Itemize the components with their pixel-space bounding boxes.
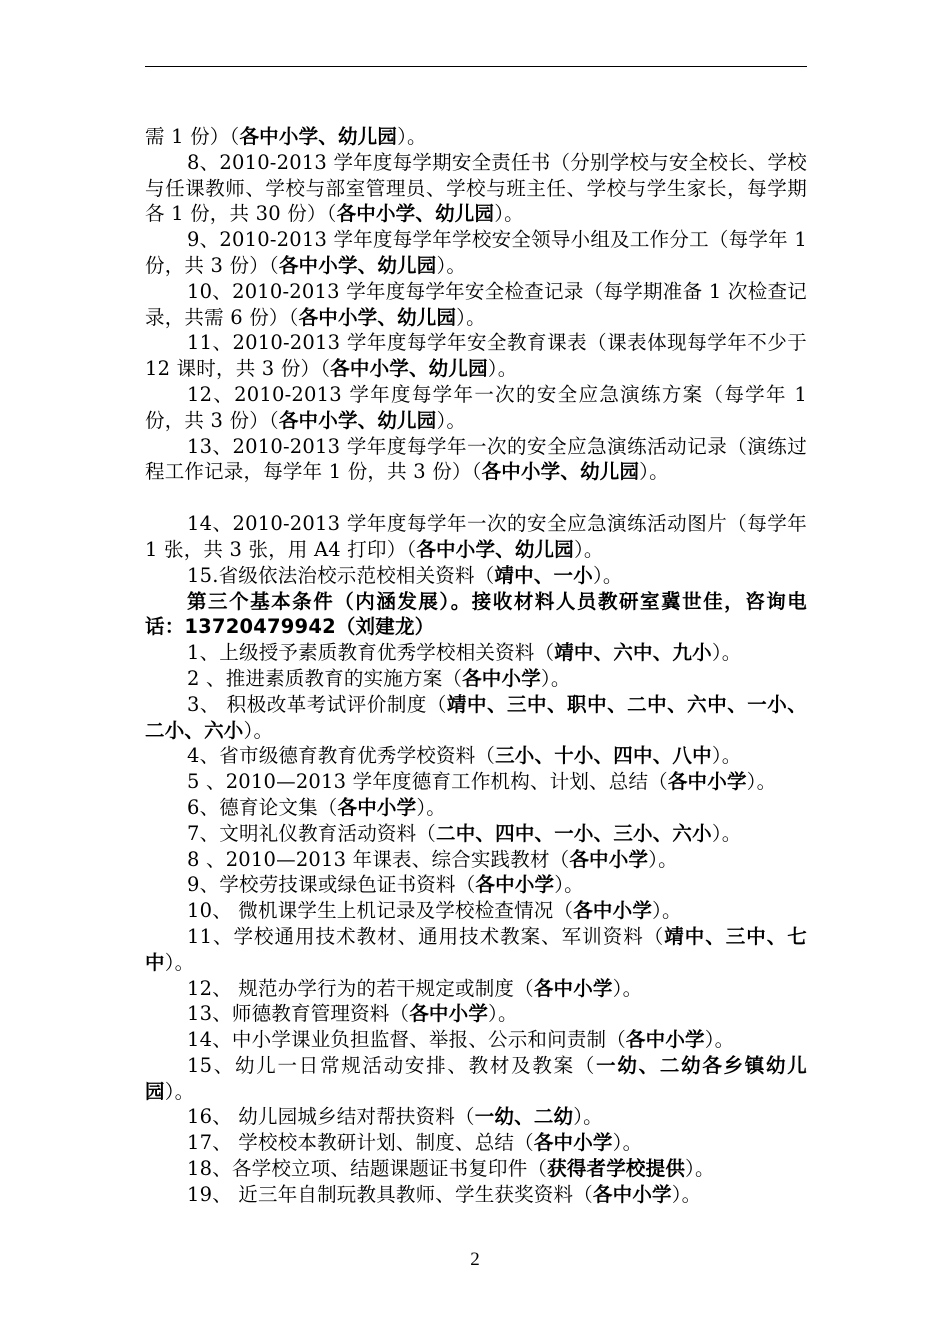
text-run: 3、 积极改革考试评价制度（: [187, 692, 447, 716]
text-run: ）。: [573, 537, 604, 561]
bold-text: 各中小学: [625, 1028, 705, 1052]
bold-text: 二中、四中、一小、三小、六小: [436, 821, 712, 845]
paragraph: [145, 666, 807, 692]
paragraph: [145, 1182, 807, 1208]
bold-text: 各中小学: [592, 1182, 672, 1206]
paragraph: [145, 821, 807, 847]
bold-text: 各中小学、幼儿园: [239, 125, 398, 148]
paragraph: [145, 743, 807, 769]
text-run: 18、各学校立项、结题课题证书复印件（: [187, 1157, 548, 1181]
paragraph: [145, 640, 807, 666]
text-run: ）。: [456, 305, 486, 329]
text-run: ）。: [704, 1028, 735, 1052]
paragraph: [145, 511, 807, 563]
bold-text: 各中小学: [409, 1002, 489, 1026]
bold-text: 各中小学、幼儿园: [278, 253, 437, 277]
text-run: 13、师德教育管理资料（: [187, 1002, 410, 1026]
text-run: 15、幼儿一日常规活动安排、教材及教案（: [187, 1053, 597, 1077]
paragraph: [145, 1104, 807, 1130]
header-rule: [145, 66, 807, 67]
text-run: ）。: [554, 873, 584, 897]
text-run: 4、省市级德育教育优秀学校资料（: [187, 744, 496, 768]
text-run: ）。: [243, 718, 274, 742]
text-run: ）。: [711, 744, 742, 768]
text-run: 10、2010-2013 学年度每学年安全检查记录（每学期准备 1 次检查记录，共需 6 份）（: [145, 279, 807, 329]
paragraph: [145, 1001, 807, 1027]
text-run: ）。: [573, 1105, 603, 1129]
paragraph: [145, 124, 807, 150]
paragraph: [145, 589, 807, 641]
bold-text: 各中小学: [569, 847, 649, 871]
bold-text: 靖中、一小: [494, 563, 593, 587]
bold-text: 各中小学: [462, 666, 541, 690]
text-run: 8、2010-2013 学年度每学期安全责任书（分别学校与安全校长、学校与任课教师、学校与部室管理员、学校与班主任、学校与学生家长，每学期各 1 份，共 30 份）（: [145, 150, 807, 226]
text-run: ）。: [746, 770, 777, 794]
text-run: ）。: [652, 899, 682, 923]
paragraph: [145, 382, 807, 434]
bold-text: 获得者学校提供: [547, 1157, 686, 1181]
paragraph: [145, 279, 807, 331]
document-body: [145, 124, 807, 1208]
paragraph: [145, 795, 807, 821]
text-run: ）。: [164, 1079, 195, 1103]
text-run: 16、 幼儿园城乡结对帮扶资料（: [187, 1105, 475, 1129]
paragraph: [145, 563, 807, 589]
bold-text: 各中小学: [337, 795, 417, 819]
text-run: ）。: [711, 641, 742, 665]
text-run: ）。: [685, 1157, 715, 1181]
bold-text: 各中小学: [573, 899, 653, 923]
text-run: 需 1 份）（: [145, 125, 240, 148]
text-run: ）。: [671, 1182, 702, 1206]
text-run: ）。: [639, 460, 669, 484]
bold-text: 各中小学: [533, 976, 613, 1000]
text-run: 11、2010-2013 学年度每学年安全教育课表（课表体现每学年不少于 12 课时，共 3 份）（: [145, 331, 807, 381]
text-run: 10、 微机课学生上机记录及学校检查情况（: [187, 899, 574, 923]
paragraph: [145, 434, 807, 486]
paragraph: [145, 1053, 807, 1105]
text-run: 12、2010-2013 学年度每学年一次的安全应急演练方案（每学年 1 份，共 3 份）（: [145, 382, 807, 432]
text-run: ）。: [397, 125, 427, 148]
text-run: 1、上级授予素质教育优秀学校相关资料（: [187, 641, 555, 665]
text-run: 9、2010-2013 学年度每学年学校安全领导小组及工作分工（每学年 1 份，共 3 份）（: [145, 228, 807, 277]
paragraph: [145, 872, 807, 898]
paragraph: [145, 898, 807, 924]
text-run: ）。: [436, 408, 467, 432]
text-run: ）。: [164, 950, 195, 974]
text-run: ）。: [612, 1131, 643, 1155]
bold-text: 靖中、六中、九小: [554, 641, 712, 665]
bold-text: 各中小学、幼儿园: [336, 202, 495, 226]
text-run: 11、学校通用技术教材、通用技术教案、军训资料（: [187, 924, 665, 948]
paragraph: [145, 1130, 807, 1156]
text-run: 6、德育论文集（: [187, 795, 338, 819]
text-run: ）。: [592, 563, 623, 587]
paragraph: [145, 769, 807, 795]
text-run: 7、文明礼仪教育活动资料（: [187, 821, 437, 845]
paragraph: [145, 924, 807, 976]
bold-text: 各中小学: [667, 770, 747, 794]
text-run: ）。: [487, 357, 518, 381]
paragraph-spacer: [145, 485, 807, 511]
text-run: ）。: [711, 821, 742, 845]
bold-text: 第三个基本条件（内涵发展）。接收材料人员教研室冀世佳，咨询电话：13720479942（刘建龙）: [145, 589, 807, 639]
text-run: 14、中小学课业负担监督、举报、公示和问责制（: [187, 1028, 626, 1052]
bold-text: 一幼、二幼: [474, 1105, 574, 1129]
bold-text: 各中小学、幼儿园: [298, 305, 457, 329]
bold-text: 三小、十小、四中、八中: [495, 744, 712, 768]
text-run: ）。: [436, 253, 467, 277]
paragraph: [145, 1156, 807, 1182]
text-run: 15.省级依法治校示范校相关资料（: [187, 563, 495, 587]
paragraph: [145, 150, 807, 227]
text-run: ）。: [648, 847, 678, 871]
text-run: 8 、2010—2013 年课表、综合实践教材（: [187, 847, 570, 871]
bold-text: 各中小学: [475, 873, 555, 897]
paragraph: [145, 1027, 807, 1053]
text-run: 17、 学校校本教研计划、制度、总结（: [187, 1131, 534, 1155]
bold-text: 各中小学、幼儿园: [330, 357, 488, 381]
bold-text: 靖中、三中、七中: [145, 924, 807, 974]
text-run: 19、 近三年自制玩教具教师、学生获奖资料（: [187, 1182, 593, 1206]
text-run: ）。: [494, 202, 524, 226]
text-run: 12、 规范办学行为的若干规定或制度（: [187, 976, 534, 1000]
bold-text: 各中小学: [533, 1131, 613, 1155]
text-run: 14、2010-2013 学年度每学年一次的安全应急演练活动图片（每学年 1 张，共 3 张，用 A4 打印）（: [145, 512, 807, 561]
page-number: 2: [470, 1249, 480, 1270]
bold-text: 各中小学、幼儿园: [416, 537, 574, 561]
text-run: 13、2010-2013 学年度每学年一次的安全应急演练活动记录（演练过程工作记录，每学年 1 份，共 3 份）（: [145, 434, 807, 484]
paragraph: [145, 227, 807, 279]
text-run: ）。: [416, 795, 446, 819]
bold-text: 靖中、三中、职中、二中、六中、一小、二小、六小: [145, 692, 807, 742]
bold-text: 各中小学、幼儿园: [278, 408, 437, 432]
bold-text: 各中小学、幼儿园: [481, 460, 640, 484]
text-run: 9、学校劳技课或绿色证书资料（: [187, 873, 476, 897]
text-run: ）。: [612, 976, 643, 1000]
paragraph: [145, 692, 807, 744]
paragraph: [145, 976, 807, 1002]
text-run: ）。: [488, 1002, 518, 1026]
paragraph: [145, 330, 807, 382]
paragraph: [145, 847, 807, 873]
text-run: ）。: [540, 666, 571, 690]
bold-text: 一幼、二幼各乡镇幼儿园: [145, 1053, 807, 1103]
text-run: 2 、推进素质教育的实施方案（: [187, 666, 463, 690]
text-run: 5 、2010—2013 学年度德育工作机构、计划、总结（: [187, 770, 668, 794]
